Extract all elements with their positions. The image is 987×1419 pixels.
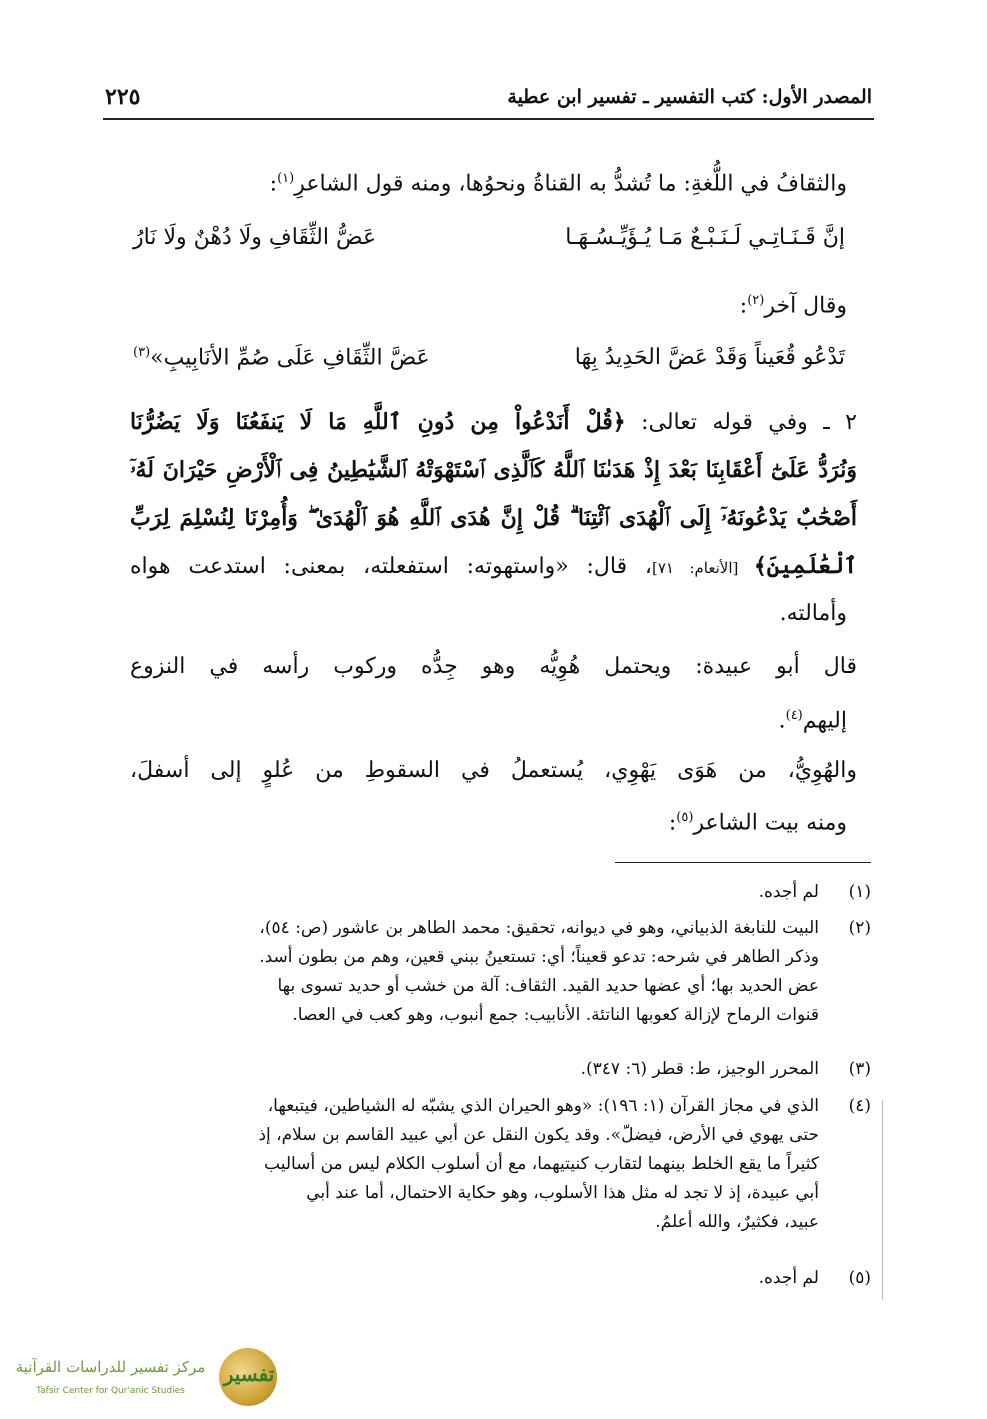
poem-verse-2-right: تَدْعُو قُعَيناً وَقَدْ عَضَّ الحَدِيدُ بِهَا [574,345,845,370]
quran-line: وَنُرَدُّ عَلَىٰٓ أَعْقَابِنَا بَعْدَ إِذْ هَدَىٰنَا ٱللَّهُ كَٱلَّذِى ٱسْتَهْوَتْهُ ٱلشَّيَٰطِينُ فِى ٱلْأَرْضِ حَيْرَانَ لَهُۥٓ [130,457,857,483]
text-line: وقال آخر$^{(٢)}$: [739,293,847,319]
logo-arabic-name: مركز تفسير للدراسات القرآنية [15,1358,206,1376]
tafsir-center-logo [0,1340,290,1419]
quran-line: أَصْحَٰبٌ يَدْعُونَهُۥٓ إِلَى ٱلْهُدَى ٱئْتِنَا ۗ قُلْ إِنَّ هُدَى ٱللَّهِ هُوَ ٱلْهُدَىٰ ۖ وَأُمِرْنَا لِنُسْلِمَ لِرَبِّ [130,505,857,531]
footnote-ref: (١) [277,171,295,186]
footnote-number: (٥) [848,1268,871,1288]
footnote-2: (٢) البيت للنابغة الذبياني، وهو في ديوانه، تحقيق: محمد الطاهر بن عاشور (ص: ٥٤)، وذكر الطاهر في شرحه: تدعو قعيناً؛ أي: تستعينُ ببني قعين، وهم من بطون أسد. عض الحديد بها؛ أي عضها حديد القيد. الثقاف: آلة من خشب أو حديد تسوى بها قنوات الرماح لإزالة كعوبها الناتئة. الأنابيب: جمع أنبوب، وهو كعب في العصا. [116,914,871,1030]
footnote-ref: (٤) [785,708,803,723]
logo-word: تفسير [223,1362,275,1386]
footnote-ref: (٣) [133,345,151,360]
text-line: ٱلْعَٰلَمِينَ﴾ [الأنعام: ٧١]، قال: «واستهوته: استفعلته، بمعنى: استدعت هواه [130,553,857,579]
footnote-number: (٣) [848,1059,871,1079]
poem-verse-2-left: عَضَّ الثِّقَافِ عَلَى صُمِّ الأنَابِيبِ»$^{(٣)}$ [133,345,430,371]
header-title: المصدر الأول: كتب التفسير ـ تفسير ابن عطية [507,86,872,108]
footnote-number: (٢) [848,918,871,938]
footnote-number: (١) [848,882,871,902]
text-line: والثقافُ في اللُّغةِ: ما تُشدُّ به القناةُ ونحوُها، ومنه قول الشاعرِ$^{(١)}$: [269,171,847,197]
footnote-4: (٤) الذي في مجاز القرآن (١: ١٩٦): «وهو الحيران الذي يشبّه له الشياطين، فيتبعها، حتى يهوي في الأرض، فيضلّ». وقد يكون النقل عن أبي عبيد القاسم بن سلام، إذ كثيراً ما يقع الخلط بينهما لتقارب كنيتيهما، مع أن أسلوب الكلام ليس من أساليب أبي عبيدة، إذ لا تجد له مثل هذا الأسلوب، وهو حكاية الاحتمال، أما عند أبي عبيد، فكثيرٌ، والله أعلمُ. [116,1092,871,1237]
quran-text: ﴿قُلْ أَنَدْعُواْ مِن دُونِ ٱللَّهِ مَا لَا يَنفَعُنَا وَلَا يَضُرُّنَا [130,409,626,435]
text-line: والهُوِيُّ، من هَوَى يَهْوِي، يُستعملُ في السقوطِ من عُلوٍ إلى أسفلَ، [130,758,857,783]
text-line: ومنه بيت الشاعر$^{(٥)}$: [668,810,847,836]
text-line: قال أبو عبيدة: ويحتمل هُوِيُّه وهو جِدُّه وركوب رأسه في النزوع [130,654,857,679]
quran-text: ٱلْعَٰلَمِينَ﴾ [753,553,857,579]
footnote-ref: (٢) [747,293,765,308]
scan-edge-line [882,1100,883,1300]
footnote-ref: (٥) [676,810,694,825]
footnote-number: (٤) [848,1096,871,1116]
text-line: وأمالته. [779,601,847,626]
header-rule [103,118,874,120]
text-line: ٢ ـ وفي قوله تعالى: ﴿قُلْ أَنَدْعُواْ مِن دُونِ ٱللَّهِ مَا لَا يَنفَعُنَا وَلَا يَضُرُّنَا [130,409,857,435]
surah-citation: [الأنعام: ٧١] [651,559,754,577]
footnote-1: (١) لم أجده. [116,878,871,907]
footnote-separator [615,862,871,863]
page-number: ٢٢٥ [105,84,141,110]
logo-english-name: Tafsir Center for Qur'anic Studies [36,1386,185,1396]
running-header [105,80,872,120]
poem-verse-1-right: إنَّ قَـنَـاتِـي لَـنَـبْـعٌ مَـا يُـؤَيِّـسُـهَـا [565,225,845,250]
text-line: إليهم$^{(٤)}$. [778,708,847,734]
footnote-3: (٣) المحرر الوجيز، ط: قطر (٦: ٣٤٧). [116,1055,871,1084]
poem-verse-1-left: عَضُّ الثِّقَافِ ولَا دُهْنٌ ولَا نَارُ [133,225,377,250]
footnote-5: (٥) لم أجده. [116,1264,871,1293]
